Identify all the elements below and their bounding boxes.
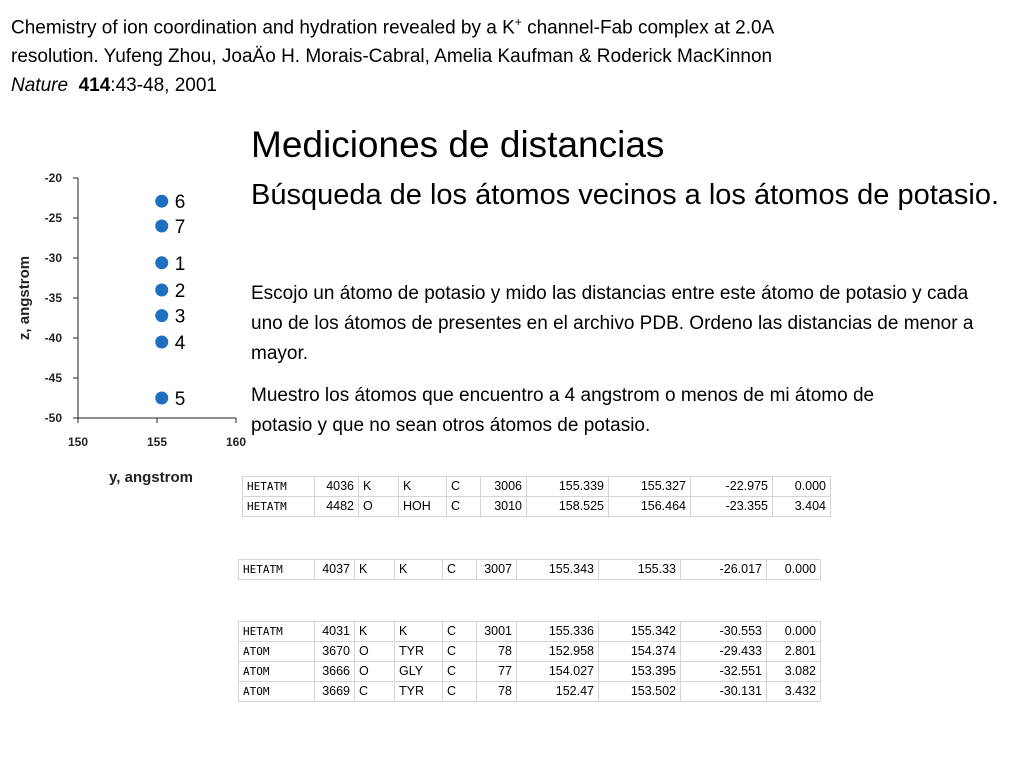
data-point-label: 2 xyxy=(174,281,186,302)
citation-text: channel-Fab complex at 2.0A xyxy=(521,17,775,39)
table-cell: -26.017 xyxy=(681,560,767,580)
table-cell: 4482 xyxy=(315,497,359,517)
x-axis-label: y, angstrom xyxy=(109,469,193,486)
y-tick-label: -35 xyxy=(44,291,62,305)
table-cell: C xyxy=(447,497,481,517)
table-cell: ATOM xyxy=(239,682,315,702)
table-cell: 3670 xyxy=(315,642,355,662)
table-cell: C xyxy=(443,682,477,702)
table-row xyxy=(243,497,831,517)
table-cell: 4031 xyxy=(315,622,355,642)
table-cell: 3.432 xyxy=(767,682,821,702)
citation xyxy=(11,8,1011,100)
table-cell: K xyxy=(355,622,395,642)
table-row xyxy=(239,642,821,662)
table-cell: -22.975 xyxy=(691,477,773,497)
table-cell: 155.343 xyxy=(517,560,599,580)
table-cell: -30.553 xyxy=(681,622,767,642)
pdb-table-2 xyxy=(238,559,821,580)
table-cell: K xyxy=(359,477,399,497)
table-cell: HETATM xyxy=(243,477,315,497)
table-cell: 78 xyxy=(477,642,517,662)
table-cell: 0.000 xyxy=(767,622,821,642)
citation-line-1 xyxy=(11,8,1011,42)
data-point-label: 4 xyxy=(174,333,186,354)
table-cell: 155.339 xyxy=(527,477,609,497)
citation-superscript: + xyxy=(514,15,522,29)
table-cell: O xyxy=(359,497,399,517)
y-axis-label: z, angstrom xyxy=(16,255,33,341)
table-cell: 153.395 xyxy=(599,662,681,682)
data-point-label: 1 xyxy=(174,253,186,275)
journal-pages: :43-48, 2001 xyxy=(110,75,217,97)
journal-name: Nature xyxy=(11,75,69,97)
table-cell: C xyxy=(443,560,477,580)
table-cell: 4036 xyxy=(315,477,359,497)
table-cell: HOH xyxy=(399,497,447,517)
table-cell: 155.336 xyxy=(517,622,599,642)
table-cell: C xyxy=(447,477,481,497)
data-point xyxy=(155,336,168,349)
table-cell: C xyxy=(355,682,395,702)
table-cell: -30.131 xyxy=(681,682,767,702)
table-cell: C xyxy=(443,662,477,682)
table-cell: 155.33 xyxy=(599,560,681,580)
citation-text: Chemistry of ion coordination and hydration revealed by a K xyxy=(11,17,515,39)
table-cell: -23.355 xyxy=(691,497,773,517)
data-point-label: 3 xyxy=(174,306,186,328)
y-tick-label: -50 xyxy=(44,411,62,425)
table-cell: 156.464 xyxy=(609,497,691,517)
table-cell: 155.342 xyxy=(599,622,681,642)
data-point xyxy=(155,284,168,297)
table-row xyxy=(239,682,821,702)
table-cell: O xyxy=(355,662,395,682)
table-cell: 78 xyxy=(477,682,517,702)
x-tick-label: 155 xyxy=(146,435,168,449)
journal-volume: 414 xyxy=(78,75,111,97)
table-cell: C xyxy=(443,642,477,662)
table-cell: 2.801 xyxy=(767,642,821,662)
y-tick-label: -40 xyxy=(44,331,62,345)
data-point xyxy=(155,256,168,269)
table-cell: K xyxy=(355,560,395,580)
table-cell: 152.47 xyxy=(517,682,599,702)
scatter-chart xyxy=(0,160,247,500)
table-cell: 3666 xyxy=(315,662,355,682)
paragraph-method: Escojo un átomo de potasio y mido las distancias entre este átomo de potasio y cada uno de los átomos de presentes en el archivo PDB. Ordeno las distancias de menor a mayor. xyxy=(251,283,974,364)
table-cell: C xyxy=(443,622,477,642)
table-row xyxy=(243,477,831,497)
y-tick-label: -45 xyxy=(44,371,62,385)
table-cell: 3001 xyxy=(477,622,517,642)
pdb-table-1 xyxy=(242,476,831,517)
table-cell: 77 xyxy=(477,662,517,682)
table-cell: 3.404 xyxy=(773,497,831,517)
table-cell: K xyxy=(395,622,443,642)
table-cell: 154.027 xyxy=(517,662,599,682)
table-cell: 3.082 xyxy=(767,662,821,682)
paragraph-criteria: Muestro los átomos que encuentro a 4 angstrom o menos de mi átomo de potasio y que no sean otros átomos de potasio. xyxy=(251,385,875,436)
data-point xyxy=(155,220,168,233)
table-cell: TYR xyxy=(395,682,443,702)
table-row xyxy=(239,560,821,580)
slide-title: Mediciones de distancias xyxy=(251,124,665,165)
y-tick-label: -30 xyxy=(44,251,62,265)
table-cell: 153.502 xyxy=(599,682,681,702)
citation-line-2: resolution. Yufeng Zhou, JoaÄo H. Morais-Cabral, Amelia Kaufman & Roderick MacKinnon xyxy=(11,46,773,68)
table-cell: 0.000 xyxy=(773,477,831,497)
data-point xyxy=(155,195,168,208)
y-tick-label: -25 xyxy=(44,211,62,225)
table-cell: 0.000 xyxy=(767,560,821,580)
slide-subtitle: Búsqueda de los átomos vecinos a los átomos de potasio. xyxy=(251,179,1000,211)
data-point-label: 5 xyxy=(174,389,186,410)
table-cell: 152.958 xyxy=(517,642,599,662)
data-point xyxy=(155,309,168,322)
table-row xyxy=(239,622,821,642)
citation-line-3 xyxy=(11,71,1011,100)
x-tick-label: 160 xyxy=(225,435,247,449)
table-cell: K xyxy=(399,477,447,497)
table-cell: 155.327 xyxy=(609,477,691,497)
table-row xyxy=(239,662,821,682)
x-tick-label: 150 xyxy=(67,435,89,449)
table-cell: 4037 xyxy=(315,560,355,580)
table-cell: HETATM xyxy=(239,560,315,580)
data-point xyxy=(155,392,168,405)
table-cell: 158.525 xyxy=(527,497,609,517)
table-cell: 3007 xyxy=(477,560,517,580)
pdb-table-3 xyxy=(238,621,821,702)
table-cell: O xyxy=(355,642,395,662)
table-cell: 3010 xyxy=(481,497,527,517)
table-cell: -29.433 xyxy=(681,642,767,662)
data-point-label: 6 xyxy=(174,192,186,214)
table-cell: 154.374 xyxy=(599,642,681,662)
table-cell: 3006 xyxy=(481,477,527,497)
table-cell: GLY xyxy=(395,662,443,682)
table-cell: TYR xyxy=(395,642,443,662)
table-cell: -32.551 xyxy=(681,662,767,682)
table-cell: 3669 xyxy=(315,682,355,702)
table-cell: ATOM xyxy=(239,662,315,682)
table-cell: ATOM xyxy=(239,642,315,662)
table-cell: HETATM xyxy=(243,497,315,517)
table-cell: HETATM xyxy=(239,622,315,642)
table-cell: K xyxy=(395,560,443,580)
y-tick-label: -20 xyxy=(44,171,62,185)
data-point-label: 7 xyxy=(174,217,186,238)
